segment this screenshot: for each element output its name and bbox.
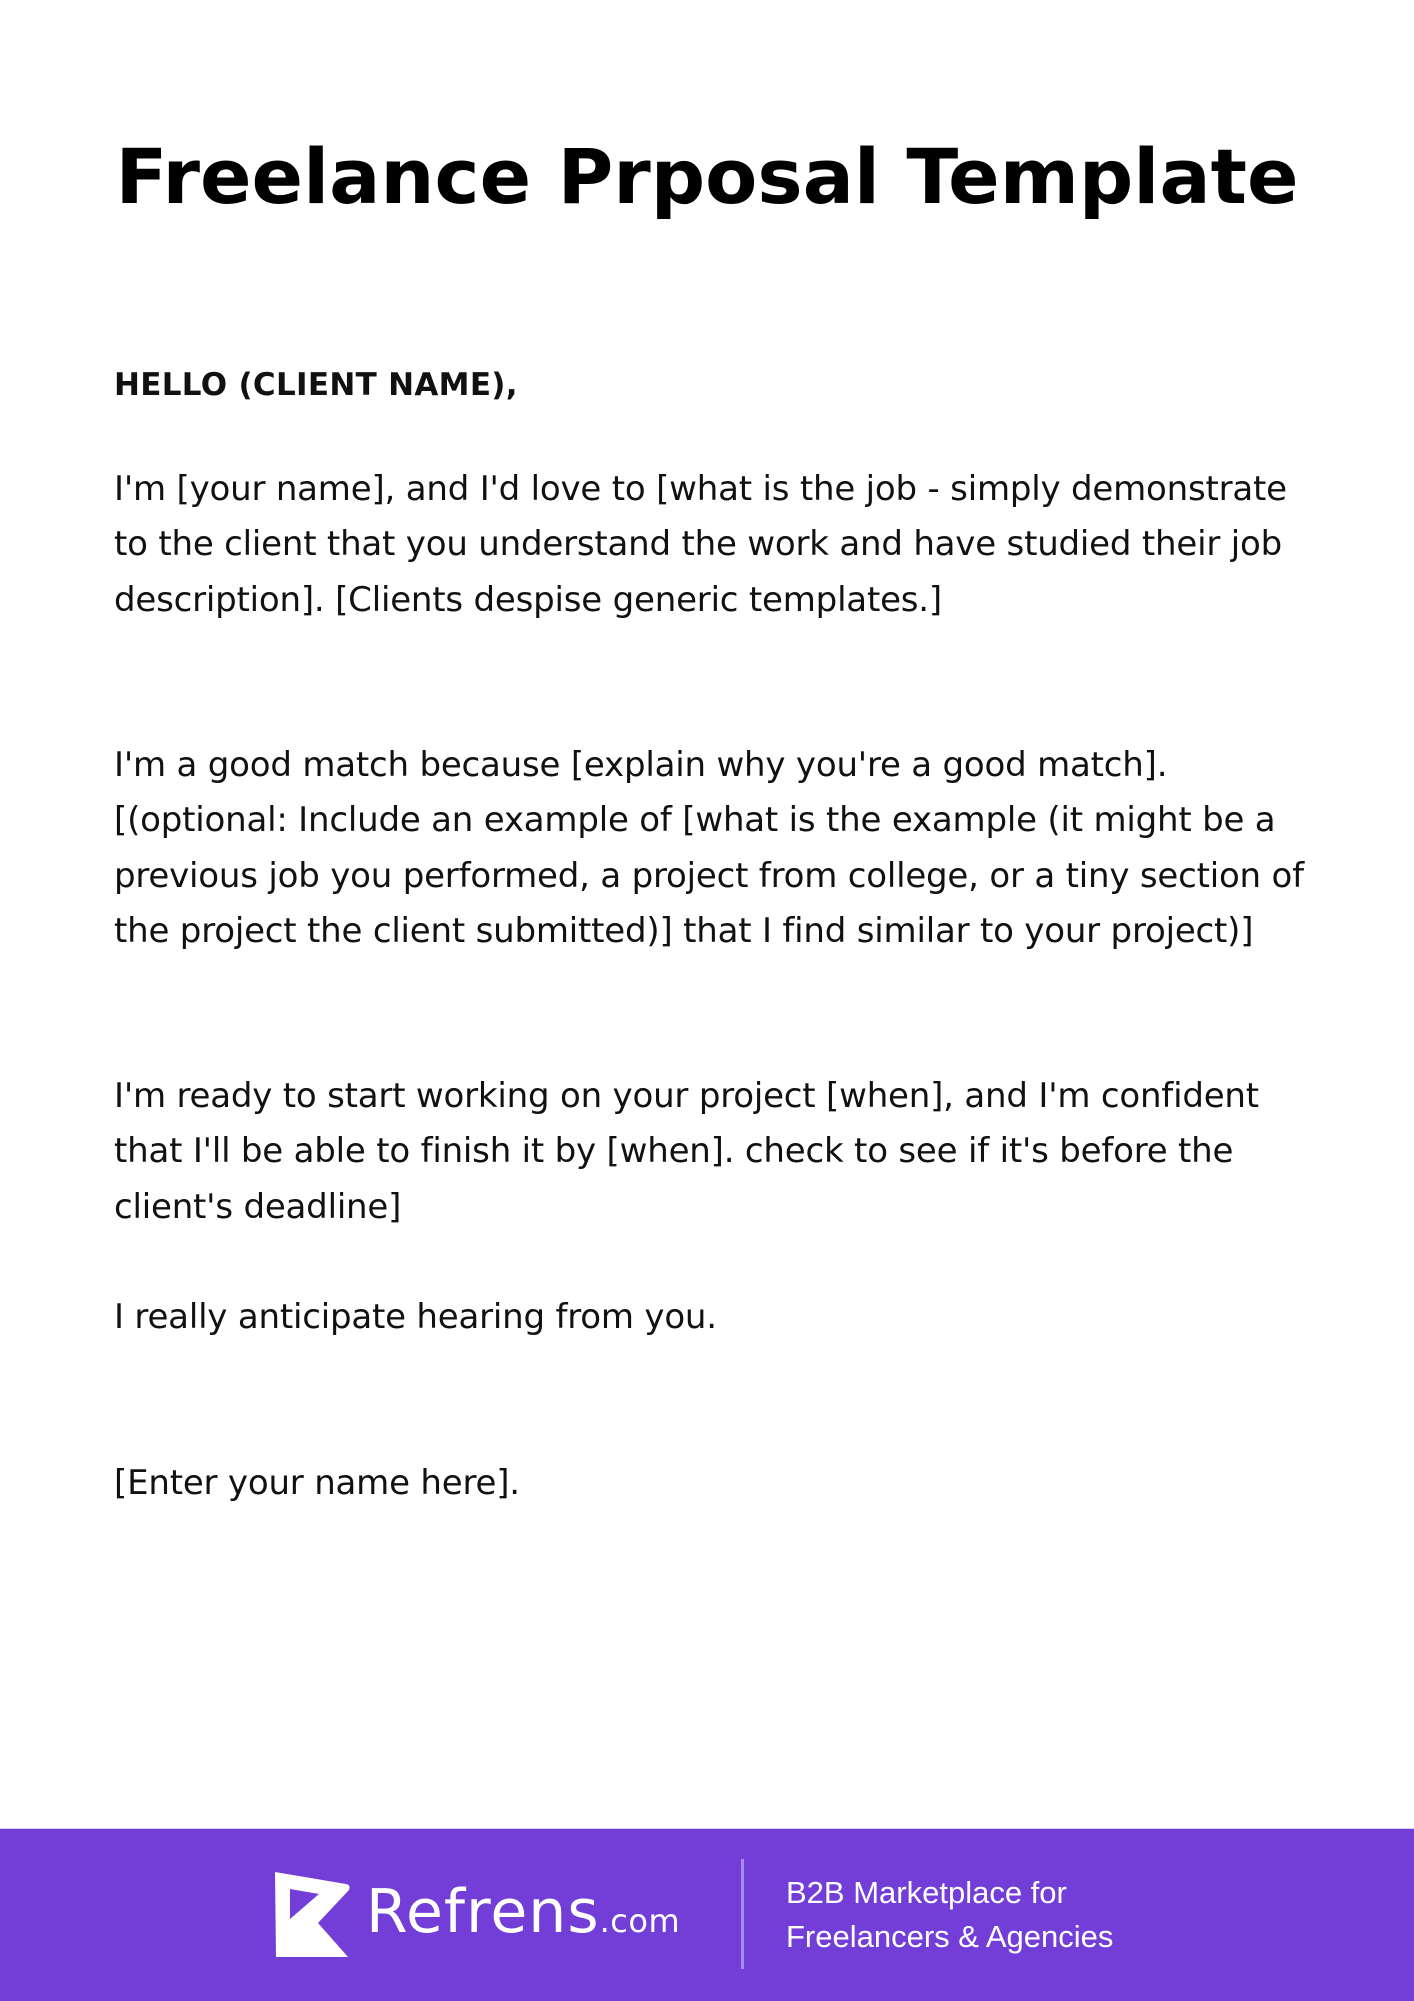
footer-tagline — [786, 1871, 1113, 1959]
paragraph-introduction: I'm [your name], and I'd love to [what is the job - simply demonstrate to the client that you understand the work and have studied their job description]. [Clients despise generic templates.] — [114, 469, 1287, 620]
paragraph-timeline: I'm ready to start working on your project [when], and I'm confident that I'll be able to finish it by [when]. check to see if it's before the client's deadline] — [114, 1076, 1259, 1227]
footer-banner — [0, 1828, 1414, 2001]
footer-divider — [741, 1859, 744, 1969]
paragraph-closing: I really anticipate hearing from you. — [114, 1297, 717, 1337]
signoff: [Enter your name here]. — [114, 1463, 520, 1503]
refrens-r-logo-icon — [274, 1871, 352, 1957]
brand-logo-link[interactable] — [274, 1869, 680, 1959]
tagline-line-2: Freelancers & Agencies — [786, 1919, 1114, 1954]
tagline-line-1: B2B Marketplace for — [786, 1875, 1067, 1910]
paragraph-good-match: I'm a good match because [explain why you're a good match]. [(optional: Include an example of [what is the example (it might be a previous job you performed, a project from college, or a tiny section of the project the client submitted)] that I find similar to your project)] — [114, 745, 1304, 951]
proposal-body — [114, 360, 1314, 1503]
brand-tld: .com — [599, 1901, 681, 1940]
greeting: HELLO (CLIENT NAME), — [114, 367, 518, 403]
page-title: Freelance Prposal Template — [115, 132, 1299, 221]
brand-name: Refrens.com — [366, 1876, 681, 1947]
